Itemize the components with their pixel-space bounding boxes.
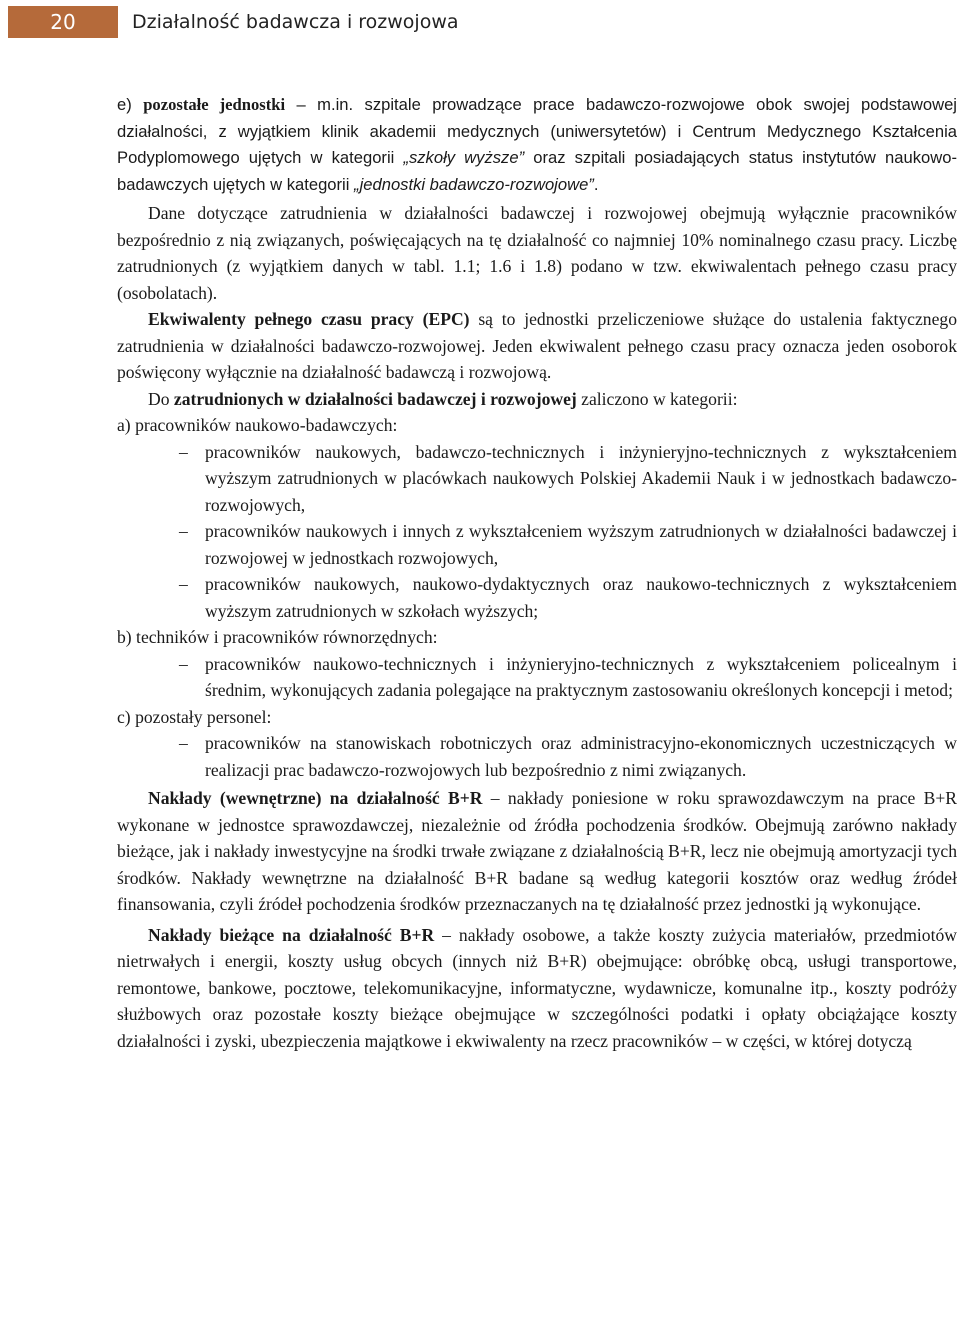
categories-pre: Do xyxy=(148,388,174,409)
list-item-text: pracowników na stanowiskach robotniczych oraz administracyjno-ekonomicznych uczestniczących w realizacji prac badawczo-rozwojowych lub bezpośrednio z nimi związanych. xyxy=(205,733,957,780)
dash-bullet: – xyxy=(179,653,188,674)
list-item-text: pracowników naukowo-technicznych i inżynieryjno-technicznych z wykształceniem policealnym i średnim, wykonujących zadania polegające na praktycznym zastosowaniu określonych koncepcji i metod; xyxy=(205,653,957,700)
running-title: Działalność badawcza i rozwojowa xyxy=(132,11,459,33)
list-item-text: pracowników naukowych, naukowo-dydaktycznych oraz naukowo-technicznych z wykształceniem wyższym zatrudnionych w szkołach wyższych; xyxy=(205,574,957,621)
page-header xyxy=(0,0,960,42)
current-term: Nakłady bieżące na działalność B+R xyxy=(148,924,435,945)
paragraph-epc xyxy=(117,306,957,386)
category-a-label: a) pracowników naukowo-badawczych: xyxy=(117,415,398,435)
dash-bullet: – xyxy=(179,574,188,594)
categories-post: zaliczono w kategorii: xyxy=(576,388,738,409)
section-e-dash: – xyxy=(285,95,318,114)
paragraph-categories-intro xyxy=(117,386,957,413)
dash-bullet: – xyxy=(179,441,188,462)
page-number: 20 xyxy=(8,6,118,38)
category-higher-schools: „szkoły wyższe” xyxy=(403,148,525,167)
category-rd-units: „jednostki badawczo-rozwojowe” xyxy=(354,174,594,194)
epc-text: są to jednostki przeliczeniowe służące do ustalenia faktycznego zatrudnienia w działalności badawczo-rozwojowej. Jeden ekwiwalent pełnego czasu pracy oznacza jeden osoborok poświęcony wyłącznie na działalność badawczą i rozwojową. xyxy=(117,309,958,382)
list-item-text: pracowników naukowych, badawczo-technicznych i inżynieryjno-technicznych z wykształceniem wyższym zatrudnionych w placówkach naukowych Polskiej Akademii Nauk i w jednostkach badawczo-rozwojowych, xyxy=(205,441,957,515)
list-item xyxy=(117,571,957,624)
paragraph-other-units xyxy=(117,92,957,198)
categories-term: zatrudnionych w działalności badawczej i rozwojowej xyxy=(173,388,577,409)
section-e-text: m.in. szpitale prowadzące prace badawczo-rozwojowe obok swojej podstawowej działalności, z wyjątkiem klinik akademii medycznych (uniwersytetów) i Centrum Medycznego Kształcenia Podyplomowego ujętych w kategorii xyxy=(117,95,957,167)
current-text: – nakłady osobowe, a także koszty zużycia materiałów, przedmiotów nietrwałych i energii, koszty usług obcych (innych niż B+R) obejmujące: obróbkę obcą, usługi transportowe, remontowe, bankowe, pocztowe, telekomunikacyjne, informatyczne, wydawnicze, komunalne itp., koszty podróży służbowych oraz pozostałe koszty bieżące obejmujące w szczególności podatki i opłaty obciążające koszty działalności i zyski, ubezpieczenia majątkowe i ekwiwalenty na rzecz pracowników – w części, w której dotyczą xyxy=(117,924,957,1051)
internal-text: – nakłady poniesione w roku sprawozdawczym na prace B+R wykonane w jednostce sprawozdawczej, niezależnie od źródła pochodzenia środków. Obejmują zarówno nakłady bieżące, jak i nakłady inwestycyjne na środki trwałe związane z działalnością B+R, lecz nie obejmują amortyzacji tych środków. Nakłady wewnętrzne na działalność B+R badane są według kategorii kosztów oraz według źródeł finansowania, czyli źródeł pochodzenia środków przeznaczanych na tę działalność przez jednostki ją wykonujące. xyxy=(117,788,957,914)
dash-bullet: – xyxy=(179,521,188,541)
category-b-label: b) techników i pracowników równorzędnych: xyxy=(117,627,438,647)
list-item xyxy=(117,439,957,519)
section-e-text2: oraz szpitali posiadających status instytutów naukowo-badawczych ujętych w kategorii xyxy=(117,148,957,194)
paragraph-current-expenditure xyxy=(117,922,957,1055)
epc-term: Ekwiwalenty pełnego czasu pracy (EPC) xyxy=(148,309,470,329)
section-e-label: e) xyxy=(117,95,132,114)
paragraph-internal-expenditure xyxy=(117,785,957,918)
internal-term: Nakłady (wewnętrzne) na działalność B+R xyxy=(148,788,483,808)
list-item-text: pracowników naukowych i innych z wykształceniem wyższym zatrudnionych w działalności badawczej i rozwojowej w jednostkach rozwojowych, xyxy=(205,521,957,568)
section-e-end: . xyxy=(593,174,599,194)
dash-bullet: – xyxy=(179,733,188,753)
list-item xyxy=(117,651,957,704)
paragraph-employment: Dane dotyczące zatrudnienia w działalności badawczej i rozwojowej obejmują wyłącznie pracowników bezpośrednio z nią związanych, poświęcających na tę działalność co najmniej 10% nominalnego czasu pracy. Liczbę zatrudnionych (z wyjątkiem danych w tabl. 1.1; 1.6 i 1.8) podano w tzw. ekwiwalentach pełnego czasu pracy (osobolatach). xyxy=(117,203,957,303)
list-item xyxy=(117,730,957,783)
section-e-term: pozostałe jednostki xyxy=(143,95,286,114)
list-item xyxy=(117,518,957,571)
document-body xyxy=(117,92,957,1054)
category-c-label: c) pozostały personel: xyxy=(117,706,272,727)
